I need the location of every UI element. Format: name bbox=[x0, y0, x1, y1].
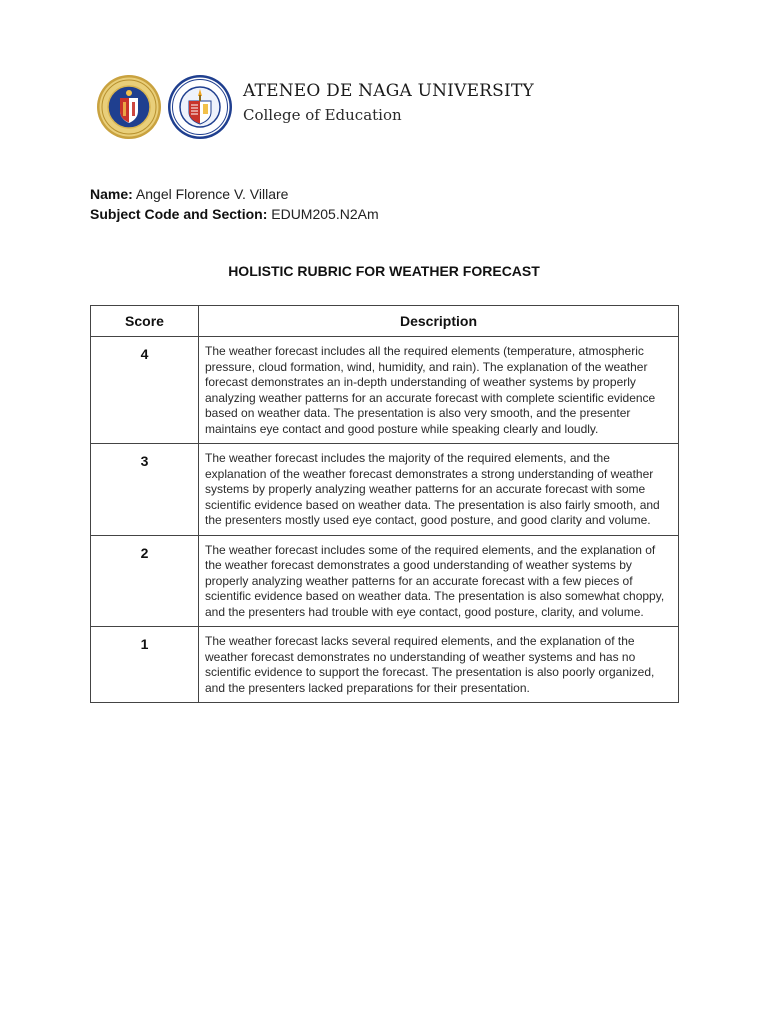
name-value: Angel Florence V. Villare bbox=[135, 186, 289, 202]
score-header: Score bbox=[91, 306, 199, 337]
score-cell: 1 bbox=[91, 627, 199, 703]
description-cell: The weather forecast includes all the required elements (temperature, atmospheric pressure, cloud formation, wind, humidity, and rain). The explanation of the weather forecast demonstrates an in-depth understanding of weather systems by properly analyzing weather patterns for an accurate forecast with complete scientific evidence based on weather data. The presentation is also very smooth, and the presenter maintains eye contact and good posture while speaking clearly and loudly. bbox=[199, 337, 679, 444]
table-row bbox=[91, 337, 679, 444]
college-of-education-seal-logo bbox=[167, 74, 233, 140]
college-name: College of Education bbox=[243, 105, 402, 124]
subject-value: EDUM205.N2Am bbox=[271, 206, 379, 222]
university-heading bbox=[243, 81, 534, 124]
university-name: ATENEO DE NAGA UNIVERSITY bbox=[243, 80, 534, 101]
description-cell: The weather forecast includes some of the required elements, and the explanation of the weather forecast demonstrates a good understanding of weather systems by properly analyzing weather patterns for an accurate forecast with a few pieces of scientific evidence based on weather data. The presentation is also somewhat choppy, and the presenters had trouble with eye contact, good posture, clarity, and volume. bbox=[199, 535, 679, 627]
table-header-row bbox=[91, 306, 679, 337]
description-cell: The weather forecast includes the majority of the required elements, and the explanation of the weather forecast demonstrates a strong understanding of weather systems by properly analyzing weather patterns for an accurate forecast with some scientific evidence based on weather data. The presentation is also fairly smooth, and the presenters mostly used eye contact, good posture, and good clarity and volume. bbox=[199, 444, 679, 536]
name-label: Name: bbox=[90, 186, 133, 202]
page-title: HOLISTIC RUBRIC FOR WEATHER FORECAST bbox=[228, 263, 540, 279]
score-cell: 4 bbox=[91, 337, 199, 444]
description-cell: The weather forecast lacks several required elements, and the explanation of the weather forecast demonstrates no understanding of weather systems and has no scientific evidence to support the forecast. The presentation is also poorly organized, and the presenters lacked preparations for their presentation. bbox=[199, 627, 679, 703]
letterhead bbox=[96, 74, 534, 140]
rubric-table bbox=[90, 305, 679, 703]
table-row bbox=[91, 535, 679, 627]
description-header: Description bbox=[199, 306, 679, 337]
student-info bbox=[90, 184, 379, 224]
table-row bbox=[91, 444, 679, 536]
subject-label: Subject Code and Section: bbox=[90, 206, 268, 222]
score-cell: 2 bbox=[91, 535, 199, 627]
ateneo-seal-logo bbox=[96, 74, 162, 140]
table-row bbox=[91, 627, 679, 703]
score-cell: 3 bbox=[91, 444, 199, 536]
subject-line bbox=[90, 204, 379, 224]
student-name-line bbox=[90, 184, 379, 204]
